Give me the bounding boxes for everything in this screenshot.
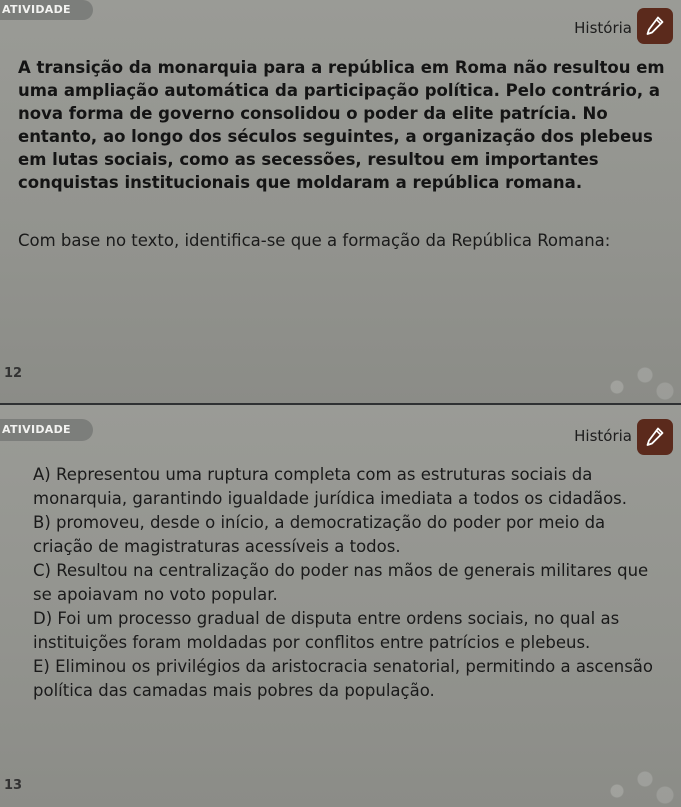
- slide-13: [0, 405, 681, 807]
- option-letter: E): [33, 657, 50, 676]
- activity-tag: ATIVIDADE: [0, 0, 93, 20]
- option-text: promoveu, desde o início, a democratização do poder por meio da criação de magistraturas acessíveis a todos.: [33, 513, 606, 556]
- statement-text: A transição da monarquia para a república em Roma não resultou em uma ampliação automática da participação política. Pelo contrário, a nova forma de governo consolidou o poder da elite patrícia. No entanto, ao longo dos séculos seguintes, a organização dos plebeus em lutas sociais, como as secessões, resultou em importantes conquistas institucionais que moldaram a república romana.: [18, 58, 665, 192]
- option-a[interactable]: [18, 463, 663, 511]
- answer-options: [18, 463, 663, 703]
- pencil-icon[interactable]: [637, 8, 673, 44]
- question-text: Com base no texto, identifica-se que a formação da República Romana:: [18, 231, 611, 250]
- option-text: Resultou na centralização do poder nas mãos de generais militares que se apoiavam no voto popular.: [33, 561, 649, 604]
- decorative-pattern: [601, 767, 681, 807]
- decorative-pattern: [601, 363, 681, 403]
- option-c[interactable]: [18, 559, 663, 607]
- option-letter: B): [33, 513, 51, 532]
- subject-label: História: [574, 19, 632, 37]
- option-e[interactable]: [18, 655, 663, 703]
- option-text: Eliminou os privilégios da aristocracia senatorial, permitindo a ascensão política das camadas mais pobres da população.: [33, 657, 654, 700]
- option-d[interactable]: [18, 607, 663, 655]
- option-b[interactable]: [18, 511, 663, 559]
- option-letter: D): [33, 609, 53, 628]
- option-text: Representou uma ruptura completa com as estruturas sociais da monarquia, garantindo igualdade jurídica imediata a todos os cidadãos.: [33, 465, 627, 508]
- option-letter: C): [33, 561, 51, 580]
- slide-12: [0, 0, 681, 403]
- option-text: Foi um processo gradual de disputa entre ordens sociais, no qual as instituições foram moldadas por conflitos entre patrícios e plebeus.: [33, 609, 620, 652]
- activity-tag: ATIVIDADE: [0, 419, 93, 441]
- option-letter: A): [33, 465, 51, 484]
- pencil-icon[interactable]: [637, 419, 673, 455]
- subject-label: História: [574, 427, 632, 445]
- page-number: 13: [4, 778, 23, 793]
- page-number: 12: [4, 366, 23, 381]
